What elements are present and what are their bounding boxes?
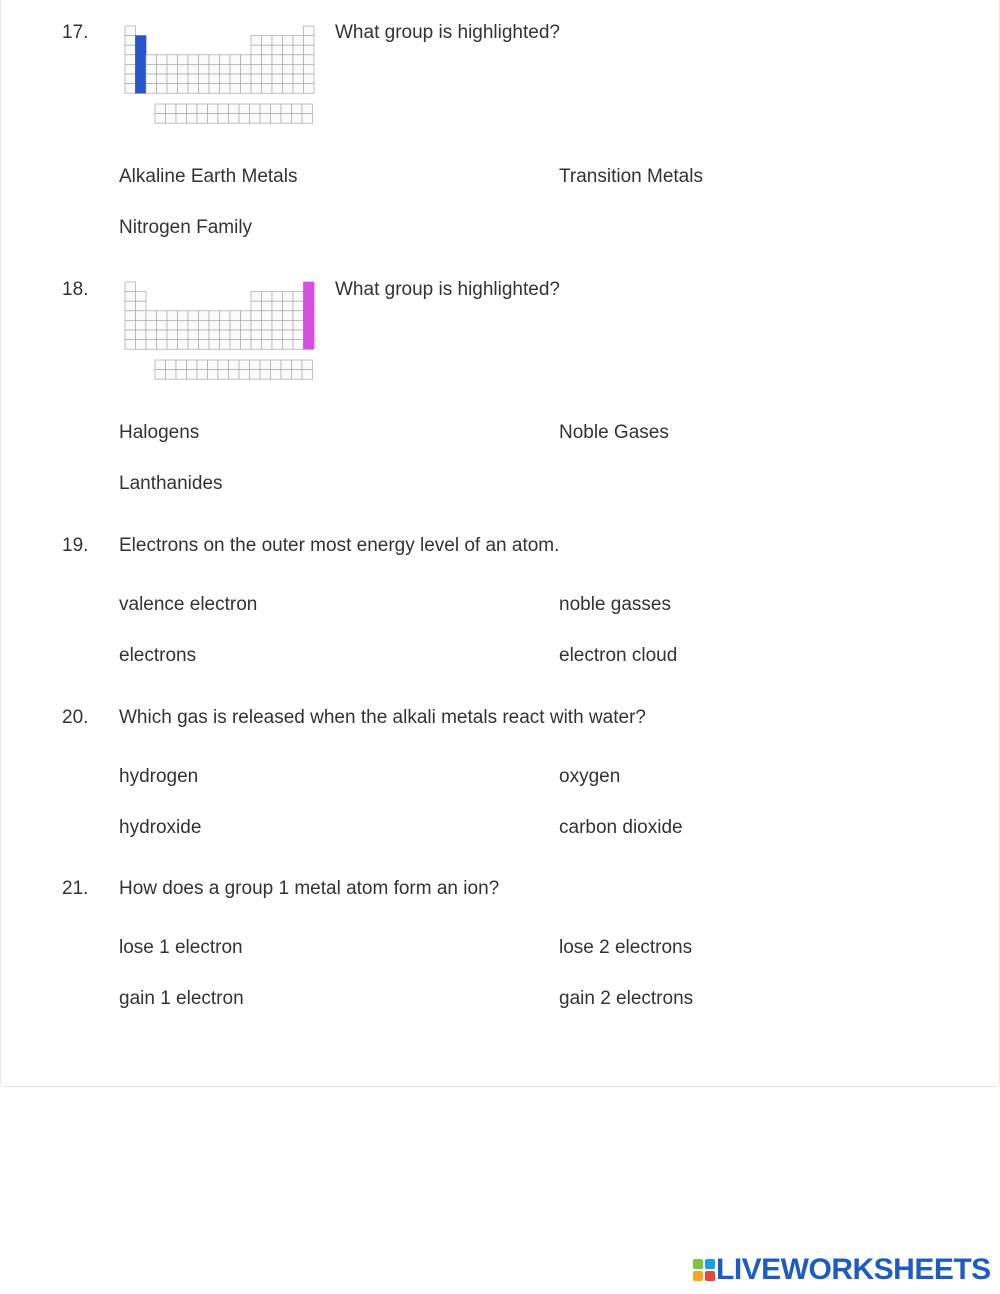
f-block-cell — [197, 370, 208, 380]
element-cell — [167, 320, 178, 330]
element-cell — [230, 55, 241, 65]
f-block-cell — [281, 114, 292, 124]
element-cell — [283, 74, 294, 84]
f-block-cell — [197, 104, 208, 114]
f-block-cell — [176, 370, 187, 380]
element-cell — [199, 340, 210, 350]
element-cell — [167, 74, 178, 84]
f-block-cell — [166, 360, 177, 370]
answer-option[interactable]: carbon dioxide — [559, 817, 683, 838]
element-cell — [199, 55, 210, 65]
element-cell — [230, 311, 241, 321]
element-cell — [293, 74, 304, 84]
element-cell — [293, 292, 304, 302]
element-cell — [283, 330, 294, 340]
element-cell — [251, 74, 262, 84]
answer-option[interactable]: Lanthanides — [119, 473, 223, 494]
question-17-prompt: What group is highlighted? — [335, 22, 560, 43]
element-cell — [157, 330, 168, 340]
element-cell — [251, 301, 262, 311]
f-block-cell — [218, 104, 229, 114]
element-cell — [188, 340, 199, 350]
element-cell — [293, 311, 304, 321]
question-20-number: 20. — [62, 707, 89, 728]
element-cell — [272, 55, 283, 65]
element-cell — [251, 45, 262, 55]
element-cell — [209, 74, 220, 84]
highlighted-cell — [136, 45, 147, 55]
element-cell — [262, 84, 273, 94]
periodic-table-image-18 — [119, 278, 315, 390]
element-cell — [251, 36, 262, 46]
element-cell — [241, 84, 252, 94]
element-cell — [272, 74, 283, 84]
element-cell — [188, 84, 199, 94]
answer-option[interactable]: hydrogen — [119, 766, 199, 787]
element-cell — [157, 64, 168, 74]
f-block-cell — [302, 114, 313, 124]
element-cell — [262, 320, 273, 330]
f-block-cell — [166, 370, 177, 380]
element-cell — [136, 320, 147, 330]
element-cell — [241, 74, 252, 84]
f-block-cell — [302, 370, 313, 380]
element-cell — [167, 330, 178, 340]
element-cell — [251, 55, 262, 65]
element-cell — [167, 311, 178, 321]
element-cell — [272, 340, 283, 350]
element-cell — [188, 55, 199, 65]
element-cell — [262, 55, 273, 65]
f-block-cell — [208, 114, 219, 124]
element-cell — [262, 301, 273, 311]
element-cell — [146, 330, 157, 340]
element-cell — [293, 301, 304, 311]
answer-option[interactable]: Alkaline Earth Metals — [119, 166, 298, 187]
element-cell — [220, 74, 231, 84]
element-cell — [209, 55, 220, 65]
f-block-cell — [260, 360, 271, 370]
element-cell — [136, 330, 147, 340]
element-cell — [262, 45, 273, 55]
f-block-cell — [155, 360, 166, 370]
element-cell — [167, 55, 178, 65]
element-cell — [178, 340, 189, 350]
element-cell — [293, 330, 304, 340]
element-cell — [304, 64, 315, 74]
liveworksheets-logo[interactable] — [693, 1254, 991, 1286]
element-cell — [178, 84, 189, 94]
element-cell — [230, 330, 241, 340]
f-block-cell — [281, 360, 292, 370]
f-block-cell — [229, 104, 240, 114]
element-cell — [136, 292, 147, 302]
f-block-cell — [250, 370, 261, 380]
f-block-cell — [271, 370, 282, 380]
element-cell — [178, 330, 189, 340]
element-cell — [188, 320, 199, 330]
element-cell — [283, 320, 294, 330]
highlighted-cell — [304, 311, 315, 321]
element-cell — [283, 36, 294, 46]
f-block-cell — [260, 114, 271, 124]
element-cell — [251, 64, 262, 74]
highlighted-cell — [136, 84, 147, 94]
f-block-cell — [176, 360, 187, 370]
highlighted-cell — [136, 64, 147, 74]
element-cell — [199, 64, 210, 74]
highlighted-cell — [136, 55, 147, 65]
element-cell — [125, 330, 136, 340]
f-block-cell — [208, 104, 219, 114]
element-cell — [251, 330, 262, 340]
f-block-cell — [208, 370, 219, 380]
element-cell — [146, 340, 157, 350]
f-block-cell — [218, 370, 229, 380]
answer-option[interactable]: noble gasses — [559, 594, 671, 615]
answer-option[interactable]: oxygen — [559, 766, 621, 787]
element-cell — [304, 55, 315, 65]
f-block-cell — [229, 360, 240, 370]
element-cell — [304, 74, 315, 84]
answer-option[interactable]: Transition Metals — [559, 166, 703, 187]
element-cell — [157, 340, 168, 350]
element-cell — [230, 74, 241, 84]
f-block-cell — [229, 114, 240, 124]
element-cell — [304, 84, 315, 94]
element-cell — [283, 84, 294, 94]
element-cell — [146, 320, 157, 330]
highlighted-cell — [304, 292, 315, 302]
f-block-cell — [302, 360, 313, 370]
highlighted-cell — [304, 282, 315, 292]
element-cell — [167, 64, 178, 74]
f-block-cell — [281, 104, 292, 114]
element-cell — [178, 64, 189, 74]
element-cell — [262, 292, 273, 302]
question-20-prompt: Which gas is released when the alkali metals react with water? — [119, 707, 646, 728]
f-block-cell — [155, 114, 166, 124]
element-cell — [136, 311, 147, 321]
element-cell — [283, 55, 294, 65]
element-cell — [178, 55, 189, 65]
element-cell — [283, 301, 294, 311]
element-cell — [272, 301, 283, 311]
element-cell — [293, 55, 304, 65]
element-cell — [241, 311, 252, 321]
element-cell — [262, 340, 273, 350]
element-cell — [230, 84, 241, 94]
element-cell — [241, 64, 252, 74]
element-cell — [125, 55, 136, 65]
element-cell — [272, 311, 283, 321]
f-block-cell — [176, 114, 187, 124]
element-cell — [272, 36, 283, 46]
f-block-cell — [271, 114, 282, 124]
element-cell — [146, 64, 157, 74]
f-block-cell — [155, 104, 166, 114]
question-17-number: 17. — [62, 22, 89, 43]
element-cell — [209, 84, 220, 94]
f-block-cell — [176, 104, 187, 114]
f-block-cell — [187, 360, 198, 370]
answer-option[interactable]: electrons — [119, 645, 197, 666]
question-19-number: 19. — [62, 535, 89, 556]
element-cell — [209, 64, 220, 74]
element-cell — [293, 340, 304, 350]
f-block-cell — [187, 104, 198, 114]
element-cell — [262, 311, 273, 321]
element-cell — [293, 320, 304, 330]
f-block-cell — [187, 370, 198, 380]
element-cell — [157, 55, 168, 65]
f-block-cell — [239, 104, 250, 114]
liveworksheets-wordmark: LIVEWORKSHEETS — [716, 1253, 991, 1286]
element-cell — [125, 311, 136, 321]
element-cell — [199, 74, 210, 84]
question-21-prompt: How does a group 1 metal atom form an ion? — [119, 878, 500, 899]
element-cell — [125, 64, 136, 74]
answer-option[interactable]: Nitrogen Family — [119, 217, 253, 238]
element-cell — [251, 340, 262, 350]
element-cell — [241, 55, 252, 65]
element-cell — [125, 301, 136, 311]
element-cell — [262, 74, 273, 84]
element-cell — [293, 36, 304, 46]
answer-option[interactable]: valence electron — [119, 594, 258, 615]
f-block-cell — [239, 114, 250, 124]
element-cell — [125, 292, 136, 302]
element-cell — [262, 330, 273, 340]
element-cell — [220, 311, 231, 321]
f-block-cell — [218, 114, 229, 124]
element-cell — [251, 84, 262, 94]
element-cell — [209, 311, 220, 321]
f-block-cell — [197, 360, 208, 370]
element-cell — [220, 340, 231, 350]
f-block-cell — [250, 114, 261, 124]
element-cell — [178, 311, 189, 321]
element-cell — [157, 84, 168, 94]
f-block-cell — [292, 360, 303, 370]
element-cell — [283, 292, 294, 302]
element-cell — [241, 320, 252, 330]
highlighted-cell — [304, 340, 315, 350]
element-cell — [125, 320, 136, 330]
element-cell — [230, 320, 241, 330]
f-block-cell — [250, 360, 261, 370]
element-cell — [209, 320, 220, 330]
element-cell — [188, 64, 199, 74]
question-18-number: 18. — [62, 279, 89, 300]
element-cell — [125, 84, 136, 94]
f-block-cell — [197, 114, 208, 124]
element-cell — [293, 84, 304, 94]
element-cell — [241, 340, 252, 350]
highlighted-cell — [136, 36, 147, 46]
f-block-cell — [292, 114, 303, 124]
f-block-cell — [239, 370, 250, 380]
element-cell — [272, 330, 283, 340]
element-cell — [272, 45, 283, 55]
answer-option[interactable]: gain 1 electron — [119, 988, 244, 1009]
answer-option[interactable]: Halogens — [119, 422, 200, 443]
element-cell — [220, 55, 231, 65]
element-cell — [230, 64, 241, 74]
f-block-cell — [271, 104, 282, 114]
element-cell — [178, 320, 189, 330]
element-cell — [220, 330, 231, 340]
element-cell — [283, 45, 294, 55]
question-18-prompt: What group is highlighted? — [335, 279, 560, 300]
element-cell — [220, 320, 231, 330]
element-cell — [283, 311, 294, 321]
question-19-prompt: Electrons on the outer most energy level of an atom. — [119, 535, 560, 556]
highlighted-cell — [304, 301, 315, 311]
element-cell — [283, 64, 294, 74]
element-cell — [125, 340, 136, 350]
f-block-cell — [187, 114, 198, 124]
answer-option[interactable]: Noble Gases — [559, 422, 669, 443]
highlighted-cell — [304, 330, 315, 340]
element-cell — [125, 26, 136, 36]
element-cell — [251, 320, 262, 330]
element-cell — [251, 292, 262, 302]
element-cell — [199, 320, 210, 330]
highlighted-cell — [304, 320, 315, 330]
highlighted-cell — [136, 74, 147, 84]
element-cell — [199, 330, 210, 340]
answer-option[interactable]: lose 2 electrons — [559, 937, 693, 958]
element-cell — [220, 84, 231, 94]
f-block-cell — [155, 370, 166, 380]
element-cell — [220, 64, 231, 74]
element-cell — [230, 340, 241, 350]
f-block-cell — [250, 104, 261, 114]
f-block-cell — [260, 370, 271, 380]
element-cell — [293, 64, 304, 74]
element-cell — [125, 45, 136, 55]
element-cell — [136, 340, 147, 350]
element-cell — [125, 36, 136, 46]
element-cell — [199, 84, 210, 94]
element-cell — [125, 282, 136, 292]
element-cell — [304, 26, 315, 36]
f-block-cell — [166, 114, 177, 124]
element-cell — [304, 45, 315, 55]
element-cell — [304, 36, 315, 46]
element-cell — [199, 311, 210, 321]
element-cell — [157, 74, 168, 84]
f-block-cell — [239, 360, 250, 370]
element-cell — [188, 311, 199, 321]
f-block-cell — [166, 104, 177, 114]
element-cell — [251, 311, 262, 321]
element-cell — [146, 55, 157, 65]
element-cell — [272, 84, 283, 94]
f-block-cell — [271, 360, 282, 370]
element-cell — [178, 74, 189, 84]
element-cell — [241, 330, 252, 340]
element-cell — [146, 311, 157, 321]
element-cell — [209, 340, 220, 350]
element-cell — [157, 311, 168, 321]
element-cell — [146, 74, 157, 84]
element-cell — [272, 292, 283, 302]
answer-option[interactable]: hydroxide — [119, 817, 202, 838]
element-cell — [157, 320, 168, 330]
f-block-cell — [260, 104, 271, 114]
element-cell — [167, 84, 178, 94]
element-cell — [136, 301, 147, 311]
element-cell — [272, 64, 283, 74]
element-cell — [125, 74, 136, 84]
element-cell — [293, 45, 304, 55]
element-cell — [262, 36, 273, 46]
answer-option[interactable]: lose 1 electron — [119, 937, 243, 958]
f-block-cell — [302, 104, 313, 114]
f-block-cell — [229, 370, 240, 380]
f-block-cell — [218, 360, 229, 370]
f-block-cell — [281, 370, 292, 380]
liveworksheets-logo-icon — [693, 1259, 715, 1281]
answer-option[interactable]: electron cloud — [559, 645, 678, 666]
answer-option[interactable]: gain 2 electrons — [559, 988, 694, 1009]
element-cell — [262, 64, 273, 74]
element-cell — [283, 340, 294, 350]
question-21-number: 21. — [62, 878, 89, 899]
element-cell — [209, 330, 220, 340]
f-block-cell — [208, 360, 219, 370]
element-cell — [188, 330, 199, 340]
f-block-cell — [292, 370, 303, 380]
element-cell — [272, 320, 283, 330]
element-cell — [146, 84, 157, 94]
f-block-cell — [292, 104, 303, 114]
element-cell — [188, 74, 199, 84]
periodic-table-image-17 — [119, 22, 315, 134]
element-cell — [167, 340, 178, 350]
